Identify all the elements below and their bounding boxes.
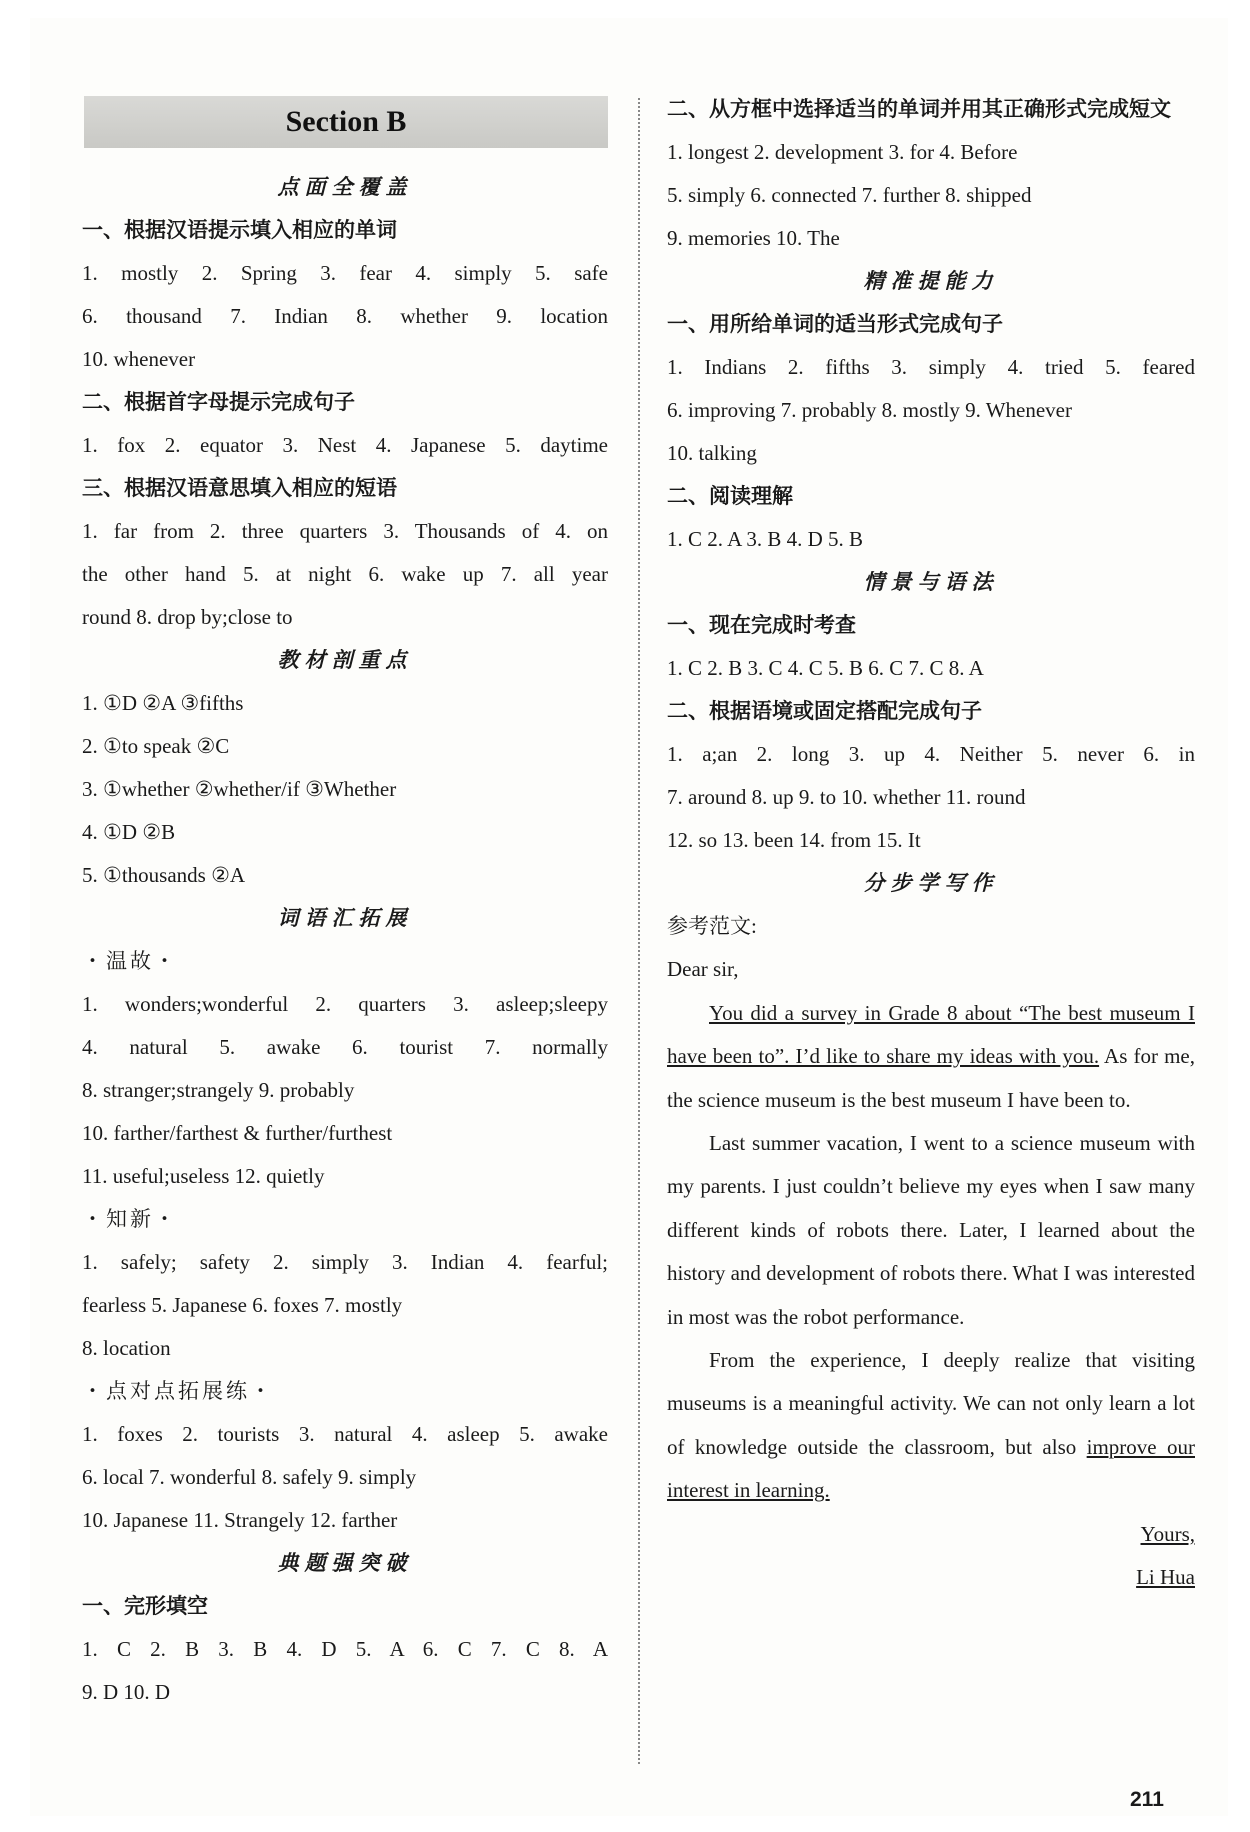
- answer-line: 1. C 2. B 3. B 4. D 5. A 6. C 7. C 8. A: [82, 1637, 608, 1661]
- heading-grammar: 情景与语法: [863, 570, 999, 594]
- new-label: ・知新・: [82, 1207, 178, 1231]
- answer-line: 10. whenever: [82, 347, 196, 371]
- answer-line: 11. useful;useless 12. quietly: [82, 1164, 325, 1188]
- essay-para1-rest: As for me, the science museum is the best museum I have been to.: [667, 1044, 1196, 1112]
- answer-line: 5. ①thousands ②A: [82, 863, 246, 887]
- essay-para3-start: From the experience, I deeply realize that visiting museums is a meaningful activity. We can not only learn a lot of knowledge outside the classroom, but also: [667, 1348, 1195, 1459]
- left-column: [82, 96, 608, 1714]
- part-title: 二、从方框中选择适当的单词并用其正确形式完成短文: [667, 97, 1171, 121]
- answer-line: 8. location: [82, 1336, 171, 1360]
- section-title: Section B: [84, 96, 608, 148]
- part-title: 一、现在完成时考查: [667, 613, 856, 637]
- answer-line: 6. improving 7. probably 8. mostly 9. Whenever: [667, 398, 1072, 422]
- answer-line: 7. around 8. up 9. to 10. whether 11. round: [667, 785, 1026, 809]
- answer-line: 1. C 2. B 3. C 4. C 5. B 6. C 7. C 8. A: [667, 656, 984, 680]
- answer-line: 1. a;an 2. long 3. up 4. Neither 5. never 6. in: [667, 742, 1195, 766]
- answer-line: 8. stranger;strangely 9. probably: [82, 1078, 355, 1102]
- essay-greeting: Dear sir,: [667, 957, 739, 982]
- essay-signature: Li Hua: [1136, 1565, 1195, 1590]
- heading-key-points: 教材剖重点: [277, 648, 413, 672]
- essay-paragraph-2: Last summer vacation, I went to a science museum with my parents. I just couldn’t believe my eyes when I saw many different kinds of robots there. Later, I learned about the history and development of robots there. What I was interested in most was the robot performance.: [667, 1131, 1195, 1329]
- heading-ability: 精准提能力: [863, 269, 999, 293]
- answer-line: 10. farther/farthest & further/furthest: [82, 1121, 393, 1145]
- heading-coverage: 点面全覆盖: [277, 175, 413, 199]
- essay-closing: Yours,: [1140, 1521, 1195, 1546]
- answer-line: 1. wonders;wonderful 2. quarters 3. asleep;sleepy: [82, 992, 608, 1016]
- essay-paragraph-3: [667, 1339, 1195, 1513]
- part-title: 三、根据汉语意思填入相应的短语: [82, 476, 397, 500]
- answer-line: 10. talking: [667, 441, 757, 465]
- part-title: 一、根据汉语提示填入相应的单词: [82, 218, 397, 242]
- answer-line: the other hand 5. at night 6. wake up 7. all year: [82, 562, 608, 586]
- extension-label: ・点对点拓展练・: [82, 1379, 274, 1403]
- part-title: 二、根据首字母提示完成句子: [82, 390, 355, 414]
- answer-line: 1. longest 2. development 3. for 4. Before: [667, 140, 1018, 164]
- heading-writing: 分步学写作: [863, 871, 999, 895]
- answer-line: 1. mostly 2. Spring 3. fear 4. simply 5. safe: [82, 261, 608, 285]
- answer-line: 1. Indians 2. fifths 3. simply 4. tried 5. feared: [667, 355, 1195, 379]
- page-number: 211: [1130, 1788, 1164, 1811]
- essay-underlined-opening: You did a survey in Grade 8 about “The best museum I have been to”. I’d like to share my ideas with you.: [667, 1000, 1195, 1069]
- answer-line: 4. ①D ②B: [82, 820, 176, 844]
- column-divider: [638, 98, 640, 1764]
- right-column: [667, 88, 1195, 1600]
- answer-line: 9. D 10. D: [82, 1680, 171, 1704]
- essay-paragraph-1: [667, 992, 1195, 1122]
- answer-line: 10. Japanese 11. Strangely 12. farther: [82, 1508, 398, 1532]
- heading-vocabulary: 词语汇拓展: [277, 906, 413, 930]
- answer-line: 1. safely; safety 2. simply 3. Indian 4. fearful;: [82, 1250, 608, 1274]
- answer-line: 12. so 13. been 14. from 15. It: [667, 828, 921, 852]
- sample-essay: [667, 905, 1195, 1600]
- answer-page: [30, 18, 1228, 1816]
- answer-line: 1. fox 2. equator 3. Nest 4. Japanese 5. daytime: [82, 433, 608, 457]
- answer-line: 1. far from 2. three quarters 3. Thousands of 4. on: [82, 519, 608, 543]
- part-title: 二、根据语境或固定搭配完成句子: [667, 699, 982, 723]
- essay-underlined-ending: improve our interest in learning.: [667, 1434, 1195, 1503]
- answer-line: 5. simply 6. connected 7. further 8. shipped: [667, 183, 1032, 207]
- part-title: 一、完形填空: [82, 1594, 208, 1618]
- answer-line: 1. ①D ②A ③fifths: [82, 691, 244, 715]
- review-label: ・温故・: [82, 949, 178, 973]
- essay-label: 参考范文:: [667, 914, 757, 938]
- answer-line: 6. local 7. wonderful 8. safely 9. simply: [82, 1465, 417, 1489]
- answer-line: 1. foxes 2. tourists 3. natural 4. asleep 5. awake: [82, 1422, 608, 1446]
- part-title: 一、用所给单词的适当形式完成句子: [667, 312, 1003, 336]
- answer-line: round 8. drop by;close to: [82, 605, 293, 629]
- answer-line: 9. memories 10. The: [667, 226, 840, 250]
- answer-line: 4. natural 5. awake 6. tourist 7. normally: [82, 1035, 608, 1059]
- answer-line: 3. ①whether ②whether/if ③Whether: [82, 777, 397, 801]
- answer-line: 1. C 2. A 3. B 4. D 5. B: [667, 527, 864, 551]
- answer-line: 6. thousand 7. Indian 8. whether 9. location: [82, 304, 608, 328]
- part-title: 二、阅读理解: [667, 484, 793, 508]
- answer-line: fearless 5. Japanese 6. foxes 7. mostly: [82, 1293, 403, 1317]
- answer-line: 2. ①to speak ②C: [82, 734, 230, 758]
- heading-typical-questions: 典题强突破: [277, 1551, 413, 1575]
